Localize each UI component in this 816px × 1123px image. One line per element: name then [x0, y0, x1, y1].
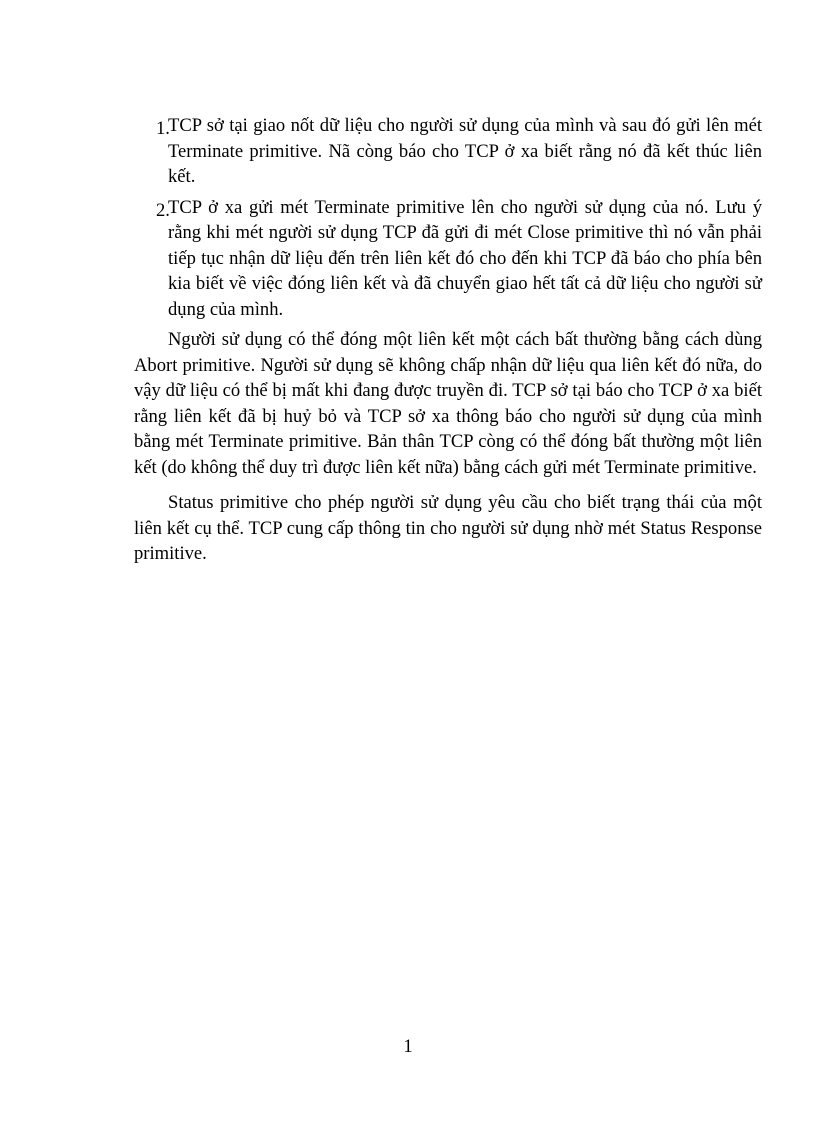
document-body [134, 113, 762, 567]
list-item-number: 2. [156, 199, 170, 221]
list-item-text: TCP sở tại giao nốt dữ liệu cho người sử dụng của mình và sau đó gửi lên mét Terminate primitive. Nã còng báo cho TCP ở xa biết rằng nó đã kết thúc liên kết. [168, 115, 762, 187]
page-number: 1 [403, 1036, 413, 1057]
list-item-number: 1. [156, 118, 170, 139]
numbered-list [134, 113, 762, 322]
paragraph-status: Status primitive cho phép người sử dụng yêu cầu cho biết trạng thái của một liên kết cụ thể. TCP cung cấp thông tin cho người sử dụng nhờ mét Status Response primitive. [134, 492, 762, 564]
list-item [134, 113, 762, 190]
list-item [134, 195, 762, 323]
list-item-text: TCP ở xa gửi mét Terminate primitive lên cho người sử dụng của nó. Lưu ý rằng khi mét người sử dụng TCP đã gửi đi mét Close primitive thì nó vẫn phải tiếp tục nhận dữ liệu đến trên liên kết đó cho đến khi TCP đã báo cho phía bên kia biết về việc đóng liên kết và đã chuyển giao hết tất cả dữ liệu cho người sử dụng của mình. [168, 196, 762, 320]
paragraph-abort: Người sử dụng có thể đóng một liên kết một cách bất thường bằng cách dùng Abort primitive. Người sử dụng sẽ không chấp nhận dữ liệu qua liên kết đó nữa, do vậy dữ liệu có thể bị mất khi đang được truyền đi. TCP sở tại báo cho TCP ở xa biết rằng liên kết đã bị huỷ bỏ và TCP sở xa thông báo cho người sử dụng của mình bằng mét Terminate primitive. Bản thân TCP còng có thể đóng bất thường một liên kết (do không thể duy trì được liên kết nữa) bằng cách gửi mét Terminate primitive. [134, 329, 762, 478]
